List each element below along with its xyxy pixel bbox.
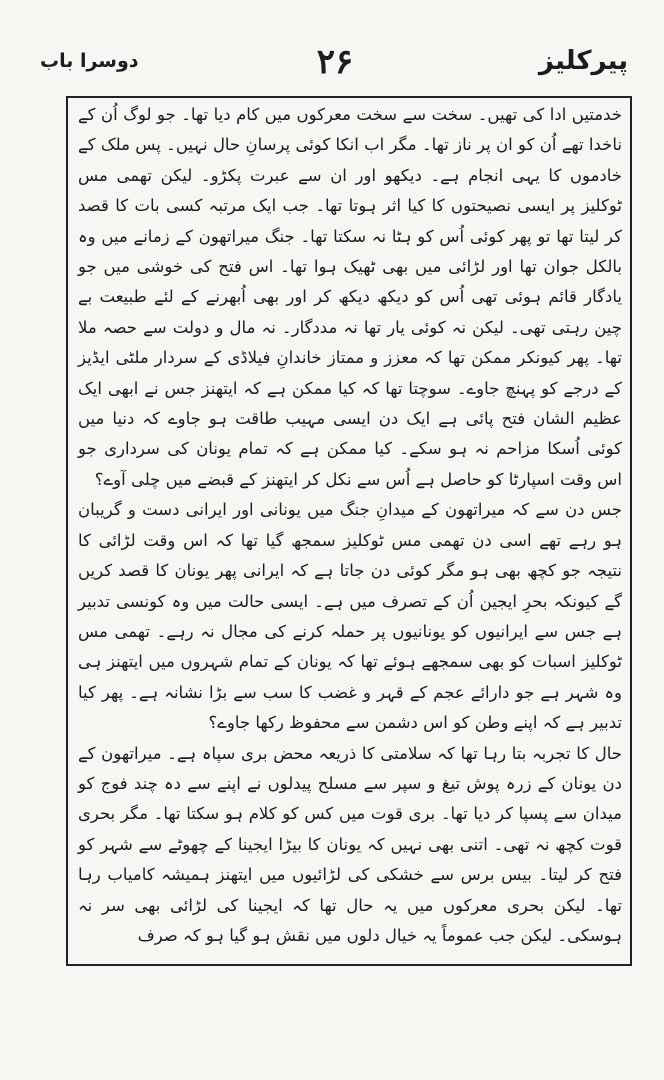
body-text [78, 100, 622, 951]
page-number: ۲۶ [316, 42, 354, 82]
page-header [40, 44, 630, 84]
paragraph: خدمتیں ادا کی تھیں۔ سخت سے سخت معرکوں میں کام دیا تھا۔ جو لوگ اُن کے ناخدا تھے اُن کو ان پر ناز تھا۔ مگر اب انکا کوئی پرسانِ حال نہیں۔ پس ملک کے خادموں کا یہی انجام ہے۔ دیکھو اور ان سے عبرت پکڑو۔ لیکن تھمی مس ٹوکلیز پر ایسی نصیحتوں کا کیا اثر ہوتا تھا۔ جب ایک مرتبہ کسی بات کا قصد کر لیتا تھا تو پھر کوئی اُس کو ہٹا نہ سکتا تھا۔ جنگ میراتھون کے زمانے میں وہ بالکل جوان تھا اور لڑائی میں بھی ٹھیک ہوا تھا۔ اس فتح کی خوشی میں جو یادگار قائم ہوئی تھی اُس کو دیکھ دیکھ کر اور بھی اُبھرنے کے لئے طبیعت بے چین رہتی تھی۔ لیکن نہ کوئی یار تھا نہ مددگار۔ نہ مال و دولت سے حصہ ملا تھا۔ پھر کیونکر ممکن تھا کہ معزز و ممتاز خاندانِ فیلاڈی کے سردار ملٹی ایڈیز کے درجے کو پہنچ جاوے۔ سوچتا تھا کہ کیا ممکن ہے کہ ایتھنز جس نے ابھی ایک عظیم الشان فتح پائی ہے ایک دن ایسی مہیب طاقت ہو جاوے کہ دنیا میں کوئی اُسکا مزاحم نہ ہو سکے۔ کیا ممکن ہے کہ تمام یونان کی سرداری جو اس وقت اسپارٹا کو حاصل ہے اُس سے نکل کر ایتھنز کے قبضے میں چلی آوے؟ [78, 105, 622, 489]
paragraph: جس دن سے کہ میراتھون کے میدانِ جنگ میں یونانی اور ایرانی دست و گریبان ہو رہے تھے اسی دن تھمی مس ٹوکلیز سمجھ گیا تھا کہ اس وقت لڑائی کا نتیجہ جو کچھ بھی ہو مگر کوئی دن جاتا ہے کہ ایرانی پھر یونان کا قصد کریں گے کیونکہ بحرِ ایجین اُن کے تصرف میں ہے۔ ایسی حالت میں وہ کونسی تدبیر ہے جس سے ایرانیوں کو یونانیوں پر حملہ کرنے کی مجال نہ رہے۔ تھمی مس ٹوکلیز اسبات کو بھی سمجھے ہوئے تھا کہ یونان کے تمام شہروں میں ایتھنز ہی وہ شہر ہے جو دارائے عجم کے قہر و غضب کا سب سے بڑا نشانہ ہے۔ پھر کیا تدبیر ہے کہ اپنے وطن کو اس دشمن سے محفوظ رکھا جاوے؟ [78, 500, 622, 733]
paragraph: حال کا تجربہ بتا رہا تھا کہ سلامتی کا ذریعہ محض بری سپاہ ہے۔ میراتھون کے دن یونان کے زرہ پوش تیغ و سپر سے مسلح پیدلوں نے اپنے سے دہ چند فوج کو میدان سے پسپا کر دیا تھا۔ بری قوت میں کس کو کلام ہو سکتا تھا۔ مگر بحری قوت کچھ نہ تھی۔ اتنی بھی نہیں کہ یونان کا بیڑا ایجینا کے چھوٹے سے شہر کو فتح کر لیتا۔ بیس برس سے خشکی کی لڑائیوں میں ایتھنز ہمیشہ کامیاب رہا تھا۔ لیکن بحری معرکوں میں یہ حال تھا کہ ایجینا کی لڑائی بھی سر نہ ہوسکی۔ لیکن جب عموماً یہ خیال دلوں میں نقش ہو گیا ہو کہ صرف [78, 743, 622, 945]
chapter-heading: دوسرا باب [40, 50, 139, 72]
book-title: پیرکلیز [538, 46, 628, 76]
